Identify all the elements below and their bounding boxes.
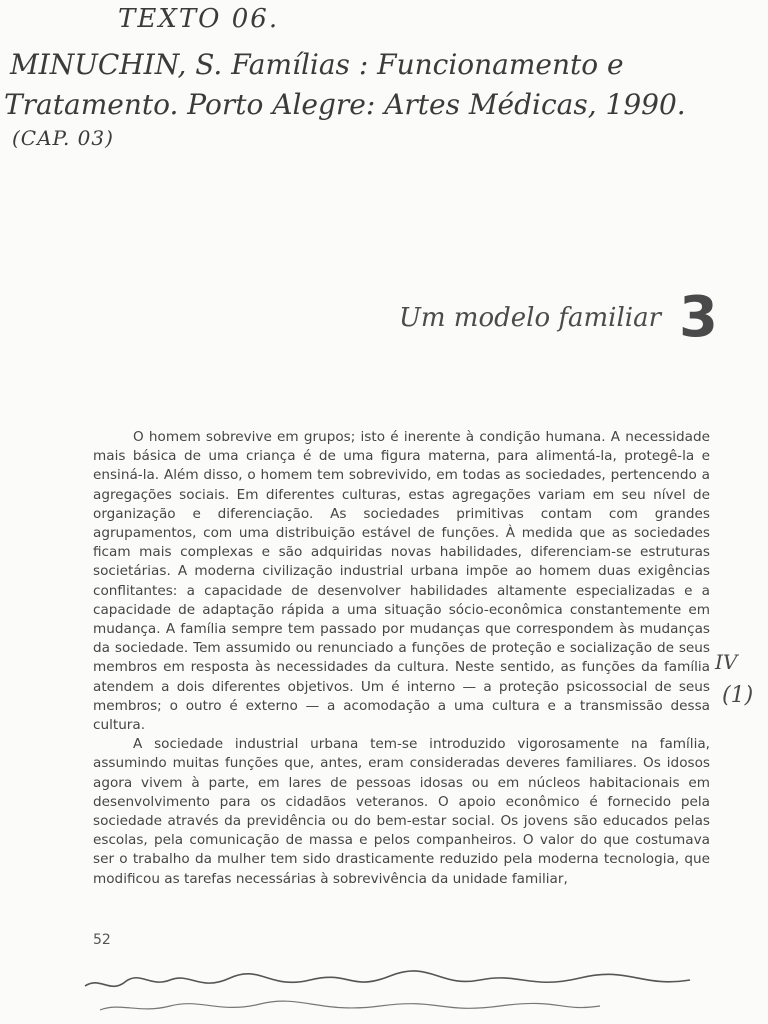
margin-note-roman: IV [715, 650, 738, 674]
chapter-title: Um modelo familiar [398, 303, 662, 333]
paragraph: A sociedade industrial urbana tem-se introduzido vigorosamente na família, assumindo muitas funções que, antes, eram consideradas deveres familiares. Os idosos agora vivem à parte, em lares de pessoas idosas ou em núcleos habitacionais em desenvolvimento para os cidadãos veteranos. O apoio econômico é fornecido pela sociedade através da previdência ou do bem-estar social. Os jovens são educados pelas escolas, pela comunicação de massa e pelos companheiros. O valor do que costumava ser o trabalho da mulher tem sido drasticamente reduzido pela moderna tecnologia, que modificou as tarefas necessárias à sobrevivência da unidade familiar, [93, 736, 710, 887]
handwritten-text-label: TEXTO 06. [118, 4, 280, 34]
handwritten-chapter-ref: (CAP. 03) [12, 126, 114, 150]
chapter-heading [300, 283, 718, 353]
chapter-number: 3 [679, 285, 718, 350]
handwritten-citation-line-2: Tratamento. Porto Alegre: Artes Médicas, 1990. [4, 88, 686, 121]
page-number: 52 [93, 932, 111, 948]
handwritten-citation-line-1: MINUCHIN, S. Famílias : Funcionamento e [10, 48, 624, 81]
paragraph: O homem sobrevive em grupos; isto é inerente à condição humana. A necessidade mais básica de uma criança é de uma figura materna, para alimentá-la, protegê-la e ensiná-la. Além disso, o homem tem sobrevivido, em todas as sociedades, pertencendo a agregações sociais. Em diferentes culturas, estas agregações variam em seu nível de organização e diferenciação. As sociedades primitivas contam com grandes agrupamentos, com uma distribuição estável de funções. À medida que as sociedades ficam mais complexas e são adquiridas novas habilidades, diferenciam-se estruturas societárias. A moderna civilização industrial urbana impõe ao homem duas exigências conflitantes: a capacidade de desenvolver habilidades altamente especializadas e a capacidade de adaptação rápida a uma situação sócio-econômica constantemente em mudança. A família sempre tem passado por mudanças que correspondem às mudanças da sociedade. Tem assumido ou renunciado a funções de proteção e socialização de seus membros em resposta às necessidades da cultura. Neste sentido, as funções da família atendem a dois diferentes objetivos. Um é interno — a proteção psicossocial de seus membros; o outro é externo — a acomodação a uma cultura e a transmissão dessa cultura. [93, 429, 710, 734]
handwritten-footer-note [80, 958, 720, 1020]
body-text [93, 428, 710, 889]
margin-note-circled: (1) [722, 683, 754, 708]
